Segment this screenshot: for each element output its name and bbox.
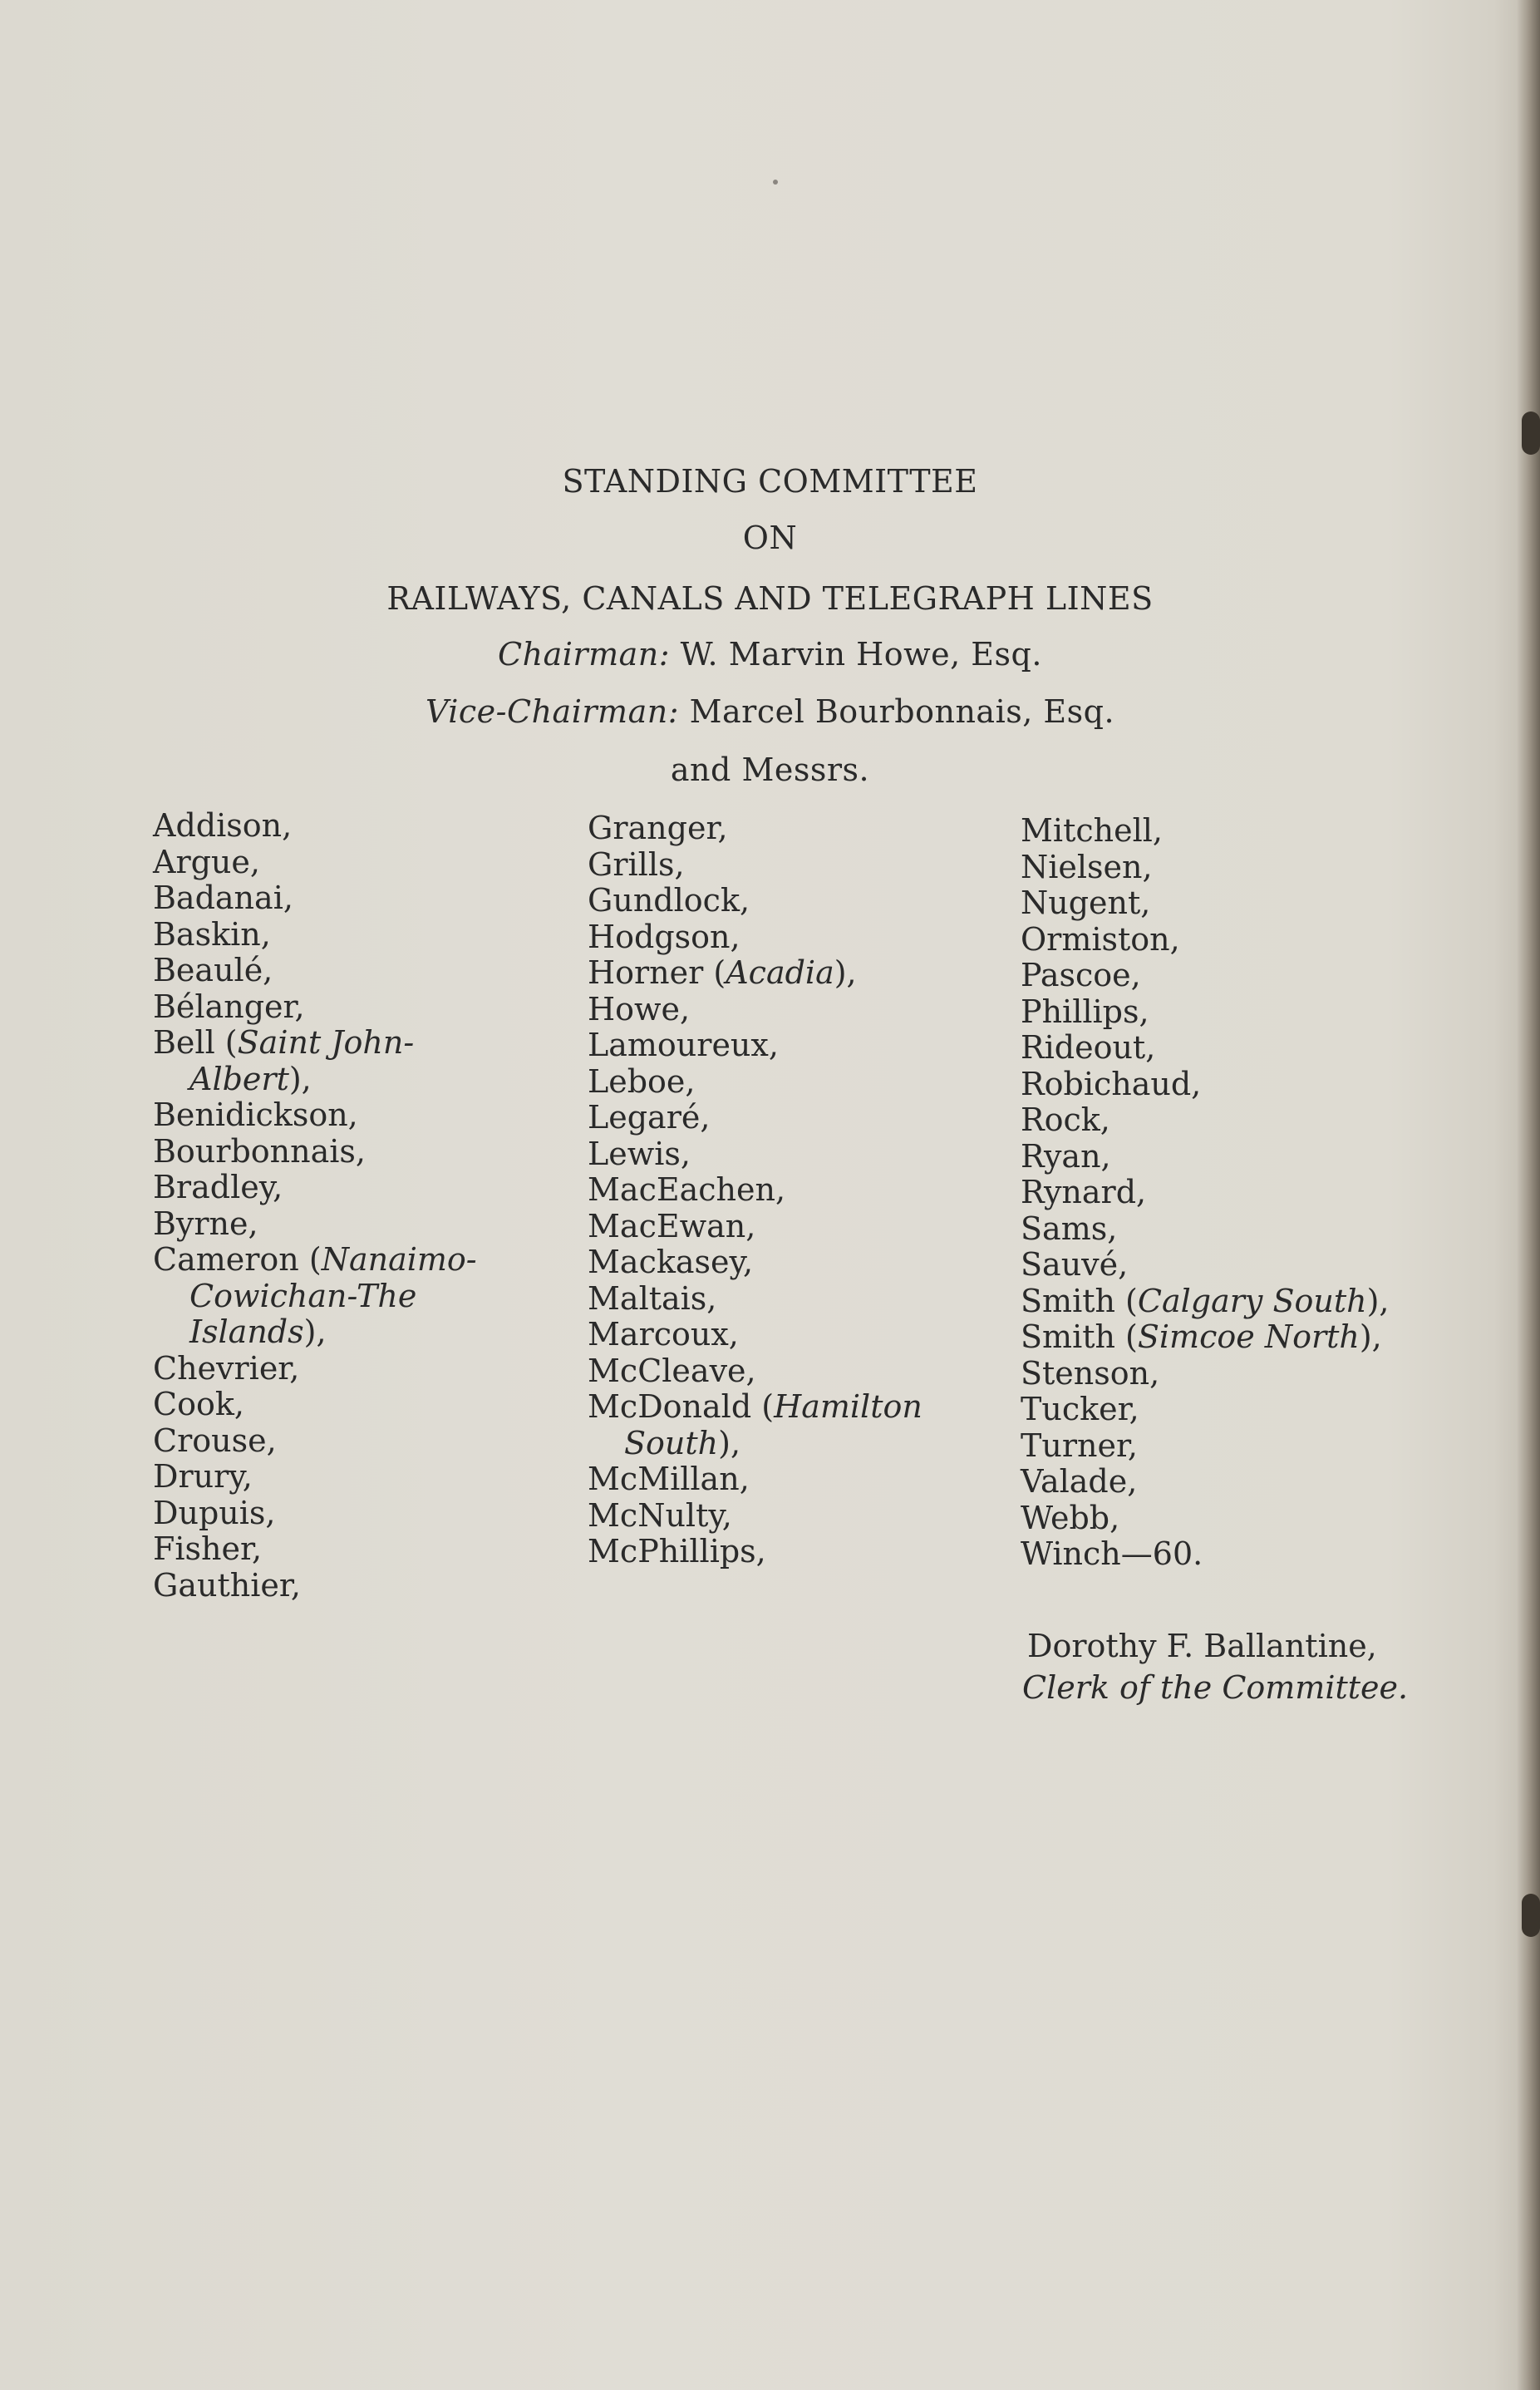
member-name: Pascoe,: [1021, 957, 1141, 993]
member-entry: [1021, 1536, 1390, 1573]
member-riding: Saint John-: [237, 1024, 415, 1061]
member-name: Mackasey,: [588, 1244, 754, 1280]
member-entry: [588, 1426, 923, 1462]
member-entry: [153, 1568, 477, 1604]
member-name: Bell (: [153, 1024, 238, 1061]
vice-chairman-label: Vice-Chairman:: [425, 693, 679, 730]
member-entry: [153, 1496, 477, 1532]
member-entry: [1021, 1030, 1390, 1067]
member-riding: Calgary South: [1137, 1282, 1367, 1319]
member-entry: [153, 1351, 477, 1387]
member-riding: Islands: [189, 1313, 304, 1350]
chairman-line: [0, 636, 1540, 673]
member-entry: [588, 811, 923, 847]
member-entry: [153, 1062, 477, 1098]
member-entry: [153, 1279, 477, 1315]
member-name: MacEachen,: [588, 1171, 786, 1208]
member-entry: [153, 953, 477, 989]
member-name: Badanai,: [153, 880, 293, 916]
member-riding: Nanaimo-: [321, 1241, 477, 1278]
heading-line-2: ON: [742, 520, 798, 556]
member-name: Baskin,: [153, 915, 271, 953]
member-name: Nugent,: [1021, 885, 1151, 921]
heading-line-1: STANDING COMMITTEE: [562, 463, 978, 500]
member-entry: [588, 1172, 923, 1209]
member-entry: [153, 808, 477, 845]
member-entry: [153, 1531, 477, 1568]
member-entry: [588, 1100, 923, 1136]
member-entry: [1021, 885, 1390, 922]
member-name: Gauthier,: [153, 1566, 301, 1604]
member-name: Benidickson,: [153, 1096, 358, 1133]
member-riding: Acadia: [726, 954, 834, 991]
member-entry: [588, 1136, 923, 1173]
member-name: Bradley,: [153, 1169, 283, 1205]
vice-chairman-line: [0, 693, 1540, 730]
member-entry: [153, 1423, 477, 1460]
member-name: Cameron (: [153, 1241, 322, 1278]
members-column-3: [1021, 813, 1390, 1573]
member-entry: [588, 1498, 923, 1535]
member-entry: [1021, 1211, 1390, 1248]
member-name: Ormiston,: [1021, 920, 1180, 958]
members-column-1: [153, 808, 477, 1604]
member-entry: [1021, 1428, 1390, 1465]
member-name: McCleave,: [588, 1352, 756, 1389]
member-name: Robichaud,: [1021, 1065, 1202, 1102]
member-entry: [153, 1314, 477, 1351]
binding-hole: [1522, 411, 1540, 455]
member-riding: South: [624, 1424, 719, 1461]
member-entry: [588, 1244, 923, 1281]
member-entry: [153, 1025, 477, 1062]
member-name: Legaré,: [588, 1099, 711, 1136]
member-name: Smith (: [1021, 1318, 1138, 1355]
member-entry: [153, 1387, 477, 1423]
and-messrs-line: and Messrs.: [670, 751, 870, 788]
member-entry: [1021, 922, 1390, 958]
member-name: Ryan,: [1021, 1137, 1111, 1175]
member-name: Turner,: [1021, 1427, 1139, 1464]
member-name: Cook,: [153, 1386, 244, 1422]
member-name: Marcoux,: [588, 1316, 739, 1353]
member-entry: [153, 917, 477, 954]
member-name: Stenson,: [1021, 1354, 1160, 1392]
member-name: Dupuis,: [153, 1494, 276, 1531]
member-entry: [588, 1209, 923, 1245]
member-name: Tucker,: [1021, 1391, 1139, 1427]
member-entry: [153, 845, 477, 881]
member-name: Winch—60.: [1021, 1535, 1203, 1572]
member-name: Lewis,: [588, 1135, 691, 1172]
member-entry: [153, 1242, 477, 1279]
member-name: Lamoureux,: [588, 1027, 779, 1063]
member-name: Argue,: [153, 843, 260, 880]
page-edge-shadow: [1517, 0, 1540, 2390]
member-punctuation: ),: [1366, 1282, 1390, 1319]
member-entry: [1021, 1356, 1390, 1392]
member-entry: [1021, 1139, 1390, 1175]
member-riding: Cowichan-The: [189, 1277, 417, 1314]
member-entry: [588, 955, 923, 992]
member-name: Byrne,: [153, 1205, 258, 1242]
members-column-2: [588, 811, 923, 1570]
member-name: McMillan,: [588, 1461, 750, 1497]
member-riding: Simcoe North: [1137, 1318, 1360, 1355]
heading-line-3: RAILWAYS, CANALS AND TELEGRAPH LINES: [386, 580, 1154, 617]
clerk-title: Clerk of the Committee.: [1022, 1669, 1409, 1706]
member-entry: [1021, 1247, 1390, 1284]
member-name: Crouse,: [153, 1422, 277, 1459]
member-punctuation: ),: [303, 1313, 327, 1350]
member-entry: [1021, 994, 1390, 1031]
member-entry: [1021, 1102, 1390, 1139]
binding-hole: [1522, 1894, 1540, 1937]
member-riding: Hamilton: [774, 1388, 923, 1425]
member-name: Beaulé,: [153, 952, 273, 988]
member-name: Phillips,: [1021, 993, 1149, 1030]
member-name: Sams,: [1021, 1210, 1118, 1247]
member-entry: [153, 1459, 477, 1496]
chairman-name: W. Marvin Howe, Esq.: [680, 636, 1042, 673]
member-name: McPhillips,: [588, 1533, 766, 1570]
member-entry: [1021, 1501, 1390, 1537]
member-name: Hodgson,: [588, 918, 740, 955]
member-entry: [153, 1206, 477, 1243]
member-punctuation: ),: [1359, 1318, 1382, 1355]
member-entry: [1021, 958, 1390, 994]
member-entry: [153, 880, 477, 917]
member-entry: [153, 989, 477, 1026]
member-entry: [588, 919, 923, 956]
member-name: Rideout,: [1021, 1029, 1156, 1066]
member-name: Howe,: [588, 990, 691, 1027]
member-name: Sauvé,: [1021, 1246, 1129, 1283]
member-punctuation: ),: [718, 1424, 741, 1461]
member-name: McDonald (: [588, 1388, 775, 1425]
member-name: Nielsen,: [1021, 848, 1153, 885]
member-entry: [588, 1064, 923, 1101]
member-entry: [1021, 1284, 1390, 1320]
clerk-name: Dorothy F. Ballantine,: [1027, 1628, 1377, 1664]
member-entry: [588, 1027, 923, 1064]
member-name: Chevrier,: [153, 1349, 300, 1387]
member-name: Fisher,: [153, 1530, 263, 1567]
member-entry: [1021, 813, 1390, 850]
member-punctuation: ),: [834, 954, 857, 991]
member-name: Smith (: [1021, 1282, 1138, 1319]
member-entry: [588, 883, 923, 919]
member-name: Leboe,: [588, 1062, 696, 1100]
member-entry: [1021, 850, 1390, 886]
member-name: Mitchell,: [1021, 812, 1163, 849]
member-entry: [153, 1170, 477, 1206]
member-name: McNulty,: [588, 1496, 732, 1534]
member-entry: [588, 1353, 923, 1390]
member-entry: [1021, 1067, 1390, 1103]
member-name: Rock,: [1021, 1101, 1110, 1138]
member-name: Drury,: [153, 1458, 253, 1495]
member-entry: [588, 1534, 923, 1570]
member-entry: [153, 1134, 477, 1170]
member-entry: [588, 992, 923, 1028]
member-name: Grills,: [588, 845, 685, 883]
member-riding: Albert: [189, 1060, 289, 1097]
member-entry: [1021, 1392, 1390, 1428]
member-name: Maltais,: [588, 1279, 717, 1317]
paper-speck: [773, 180, 778, 185]
member-entry: [1021, 1175, 1390, 1211]
vice-chairman-name: Marcel Bourbonnais, Esq.: [689, 693, 1115, 730]
chairman-label: Chairman:: [498, 636, 671, 673]
member-name: Webb,: [1021, 1499, 1120, 1536]
member-entry: [153, 1097, 477, 1134]
member-entry: [1021, 1319, 1390, 1356]
member-entry: [588, 1389, 923, 1426]
member-name: Bélanger,: [153, 988, 305, 1025]
member-name: Granger,: [588, 810, 728, 846]
member-name: Horner (: [588, 954, 726, 991]
member-entry: [588, 1317, 923, 1353]
member-name: Gundlock,: [588, 882, 750, 919]
member-name: Valade,: [1021, 1463, 1138, 1500]
member-entry: [588, 1281, 923, 1318]
member-punctuation: ),: [288, 1060, 312, 1097]
member-name: MacEwan,: [588, 1207, 756, 1244]
member-name: Bourbonnais,: [153, 1132, 366, 1170]
member-name: Addison,: [153, 807, 293, 844]
member-entry: [588, 847, 923, 884]
member-entry: [1021, 1464, 1390, 1501]
member-entry: [588, 1461, 923, 1498]
member-name: Rynard,: [1021, 1174, 1147, 1210]
